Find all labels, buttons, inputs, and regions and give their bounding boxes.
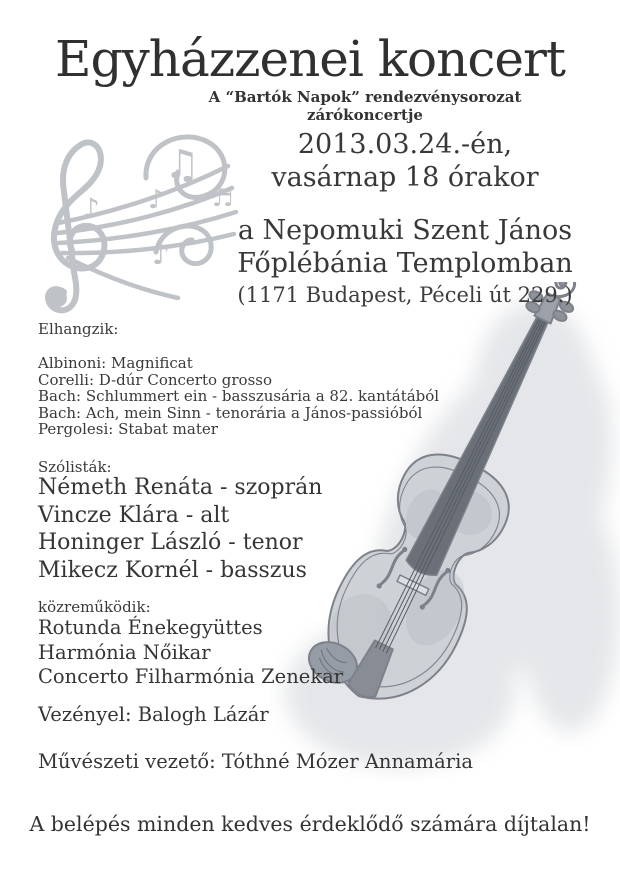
- performer-item: Harmónia Nőikar: [38, 640, 211, 664]
- soloist-item: Mikecz Kornél - basszus: [38, 557, 307, 583]
- program-heading: Elhangzik:: [38, 320, 119, 338]
- eighth-note-icon: ♪: [148, 185, 165, 215]
- performer-item: Rotunda Énekegyüttes: [38, 616, 263, 639]
- sixteenth-note-icon: ♬: [212, 184, 234, 212]
- event-details: [205, 128, 605, 310]
- soloist-item: Honinger László - tenor: [38, 530, 303, 555]
- event-date: 2013.03.24.-én,: [297, 129, 513, 160]
- artistic-director-line: Művészeti vezető: Tóthné Mózer Annamária: [38, 750, 473, 773]
- soloist-list: [38, 474, 322, 584]
- poster-subtitle: A “Bartók Napok” rendezvénysorozat zárókoncertje: [208, 88, 522, 124]
- admission-note: A belépés minden kedves érdeklődő számára díjtalan!: [29, 812, 591, 836]
- poster-title: Egyházzenei koncert: [55, 30, 565, 88]
- soloist-item: Vincze Klára - alt: [38, 502, 230, 528]
- program-list: [38, 355, 439, 438]
- conductor-line: Vezényel: Balogh Lázár: [38, 703, 269, 726]
- performers-heading: közreműködik:: [38, 598, 151, 616]
- beamed-note-icon: ♫: [164, 142, 200, 188]
- program-item: Bach: Schlummert ein - basszusária a 82. kantátából: [38, 387, 440, 406]
- soloists-heading: Szólisták:: [38, 458, 112, 476]
- eighth-note-icon: ♪: [152, 238, 170, 271]
- program-item: Bach: Ach, mein Sinn - tenorária a János-passióból: [38, 403, 423, 422]
- performer-item: Concerto Filharmónia Zenekar: [38, 665, 344, 688]
- venue-name-line1: a Nepomuki Szent János: [237, 215, 573, 246]
- program-item: Pergolesi: Stabat mater: [38, 420, 218, 439]
- soloist-item: Németh Renáta - szoprán: [38, 475, 323, 500]
- program-item: Albinoni: Magnificat: [38, 354, 193, 372]
- program-item: Corelli: D-dúr Concerto grosso: [38, 370, 273, 389]
- eighth-note-icon: ♪: [82, 192, 100, 225]
- event-time: vasárnap 18 órakor: [271, 162, 539, 193]
- venue-name-line2: Főplébánia Templomban: [237, 248, 573, 279]
- performer-list: [38, 616, 343, 690]
- venue-address: (1171 Budapest, Péceli út 229.): [237, 283, 573, 307]
